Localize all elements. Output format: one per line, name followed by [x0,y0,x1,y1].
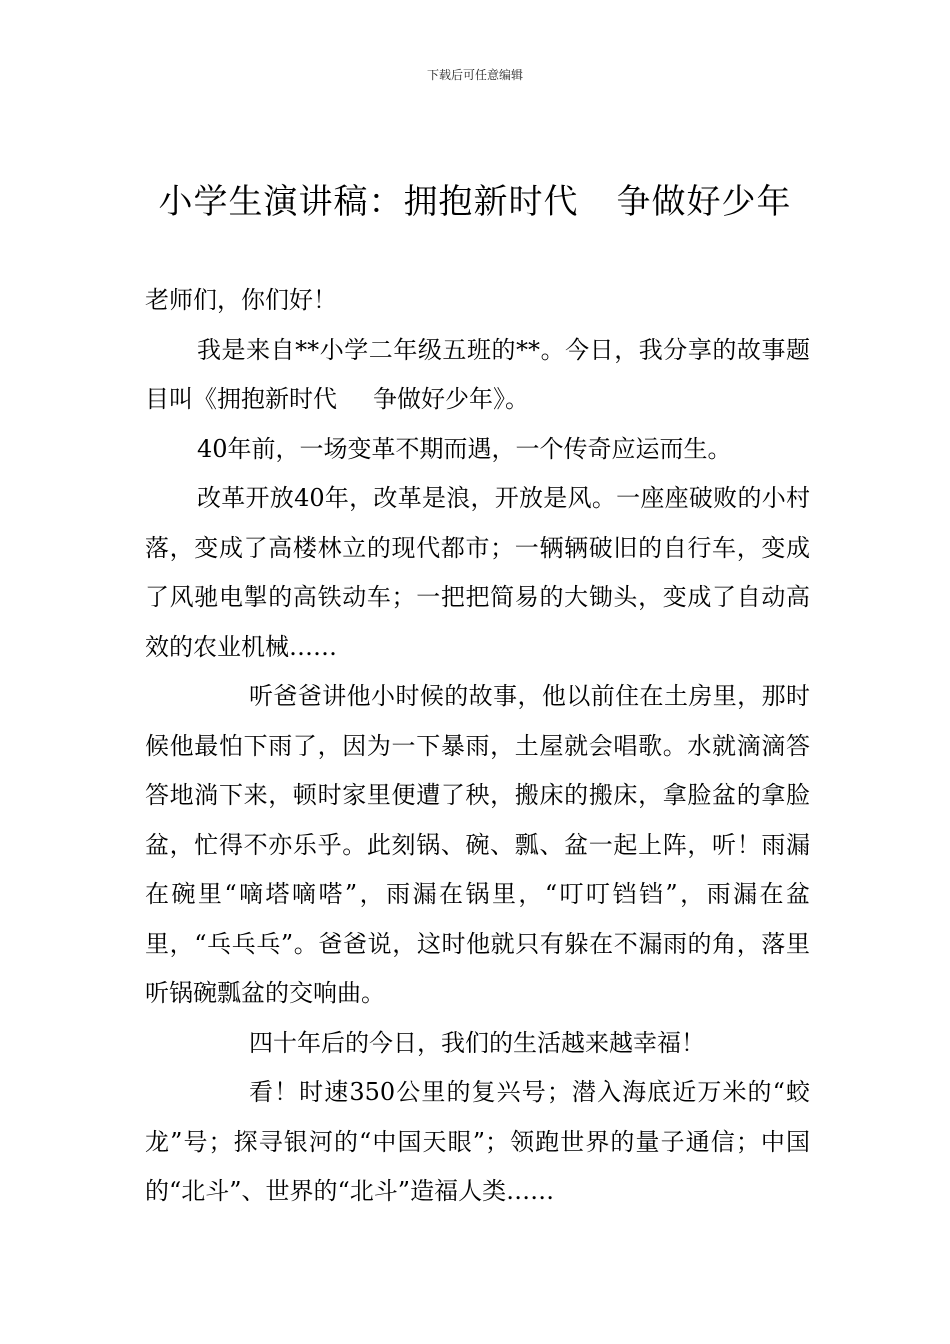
intro-text-b: 争做好少年》。 [373,385,529,413]
greeting-paragraph: 老师们，你们好！ [145,286,337,314]
page-header-note: 下载后可任意编辑 [426,68,523,82]
title-part-1: 小学生演讲稿：拥抱新时代 [158,182,579,222]
title-part-2: 争做好少年 [616,182,792,222]
intro-paragraph [145,326,810,425]
intro-text-a: 我是来自**小学二年级五班的**。今日，我分享的故事题目叫《拥抱新时代 [145,335,810,413]
paragraph-2: 改革开放40年，改革是浪，开放是风。一座座破败的小村落，变成了高楼林立的现代都市；一辆辆破旧的自行车，变成了风驰电掣的高铁动车；一把把简易的大锄头，变成了自动高效的农业机械…… [145,484,810,661]
paragraph-5: 看！时速350公里的复兴号；潜入海底近万米的“蛟龙”号；探寻银河的“中国天眼”；领跑世界的量子通信；中国的“北斗”、世界的“北斗”造福人类…… [145,1078,810,1205]
document-title [0,174,950,223]
speech-body [145,276,810,1217]
paragraph-3: 听爸爸讲他小时候的故事，他以前住在土房里，那时候他最怕下雨了，因为一下暴雨，土屋就会唱歌。水就滴滴答答地淌下来，顿时家里便遭了秧，搬床的搬床，拿脸盆的拿脸盆，忙得不亦乐乎。此刻锅、碗、瓢、盆一起上阵，听！雨漏在碗里“嘀塔嘀嗒”，雨漏在锅里，“叮叮铛铛”，雨漏在盆里，“乓乓乓”。爸爸说，这时他就只有躲在不漏雨的角，落里听锅碗瓢盆的交响曲。 [145,682,810,1007]
paragraph-1: 40年前，一场变革不期而遇，一个传奇应运而生。 [197,434,732,463]
paragraph-4: 四十年后的今日，我们的生活越来越幸福！ [249,1028,705,1057]
